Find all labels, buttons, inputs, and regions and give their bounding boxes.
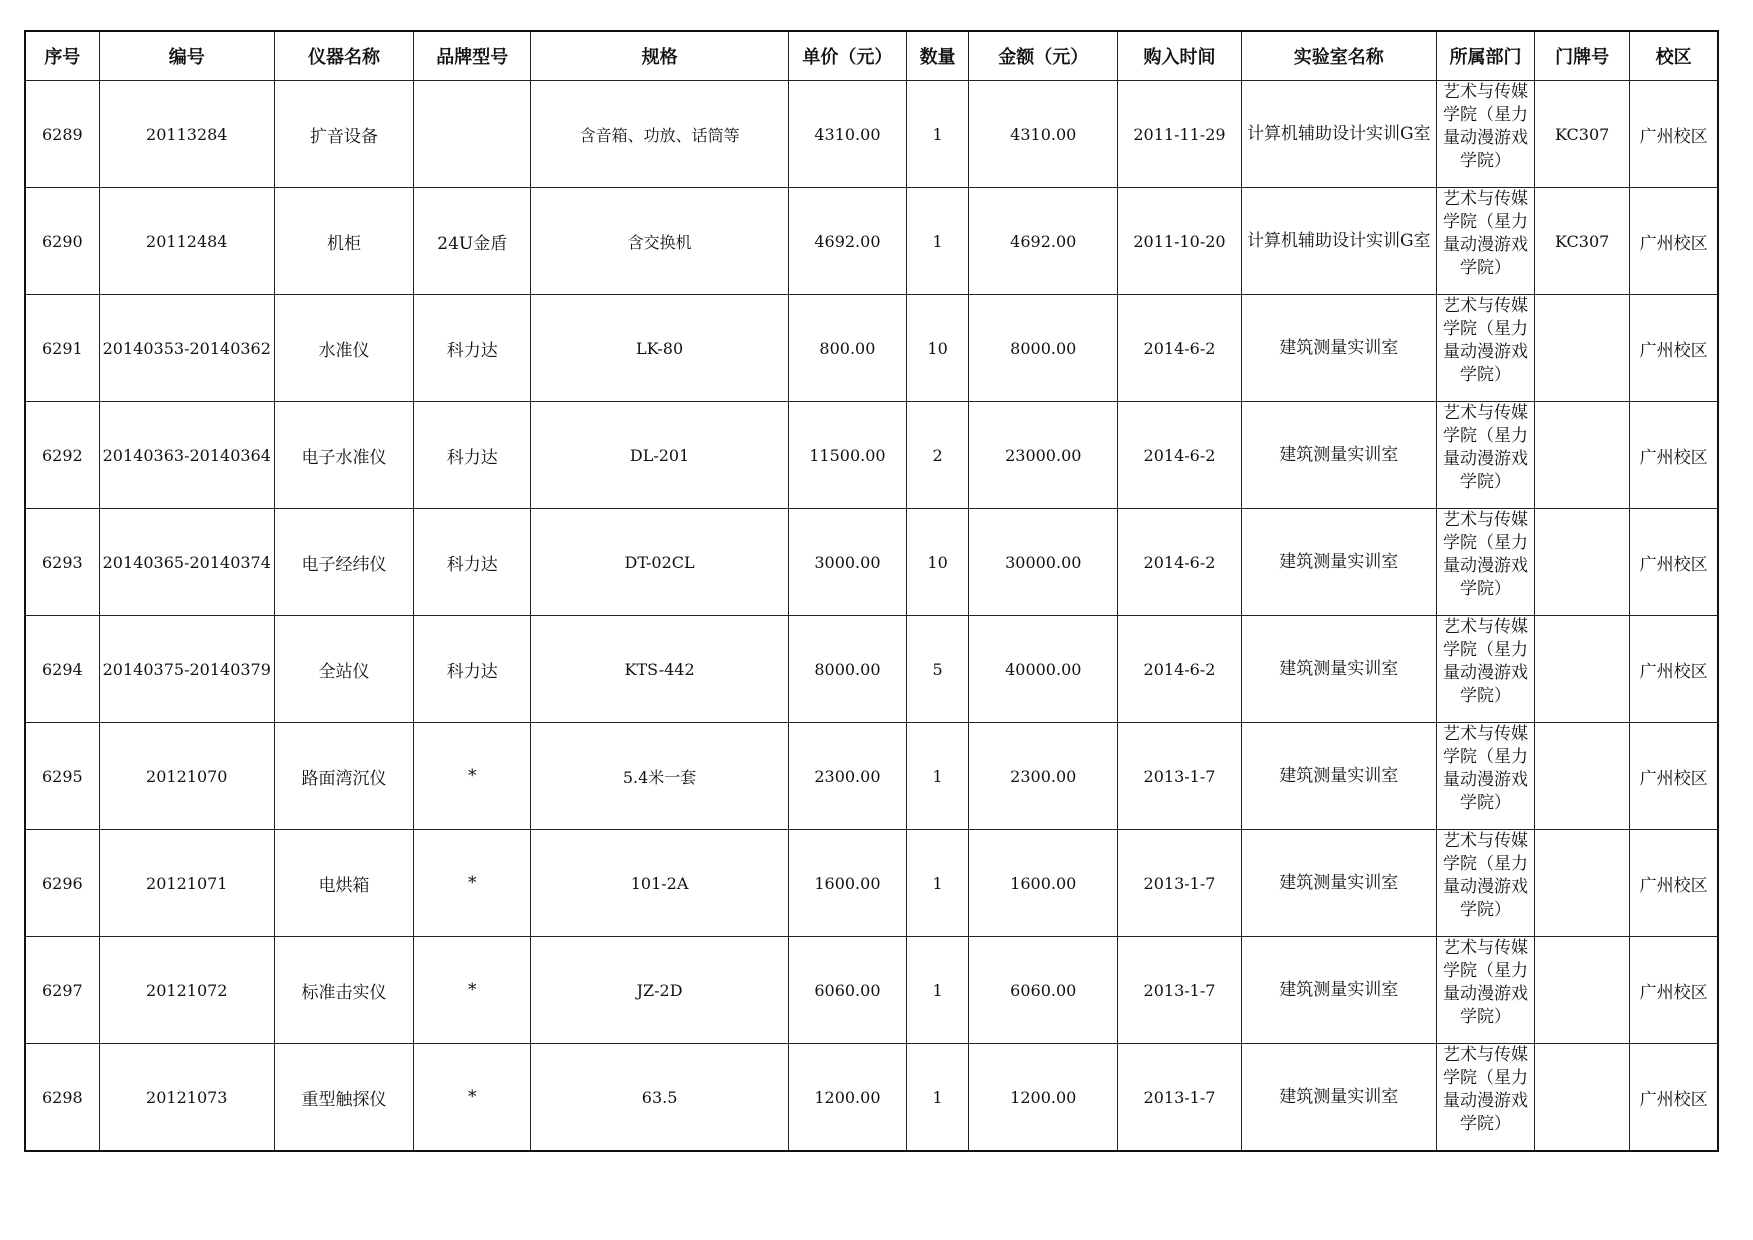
- cell-seq: 6297: [25, 937, 99, 1044]
- cell-brand-model: *: [414, 830, 531, 937]
- table-row: [25, 402, 1718, 509]
- cell-unit-price: 6060.00: [788, 937, 906, 1044]
- cell-amount: 40000.00: [969, 616, 1118, 723]
- column-header-lab-name: 实验室名称: [1241, 31, 1436, 81]
- table-row: [25, 509, 1718, 616]
- cell-seq: 6292: [25, 402, 99, 509]
- cell-amount: 4692.00: [969, 188, 1118, 295]
- cell-amount: 1200.00: [969, 1044, 1118, 1152]
- cell-code: 20140375-20140379: [99, 616, 274, 723]
- cell-code: 20121070: [99, 723, 274, 830]
- cell-room-number: [1535, 937, 1630, 1044]
- cell-campus: 广州校区: [1630, 509, 1718, 616]
- cell-lab-name: 计算机辅助设计实训G室: [1241, 188, 1436, 295]
- cell-seq: 6296: [25, 830, 99, 937]
- cell-department: [1436, 1044, 1534, 1152]
- table-row: [25, 81, 1718, 188]
- cell-brand-model: 科力达: [414, 402, 531, 509]
- cell-room-number: [1535, 509, 1630, 616]
- cell-room-number: [1535, 616, 1630, 723]
- cell-quantity: 1: [907, 937, 969, 1044]
- column-header-department: 所属部门: [1436, 31, 1534, 81]
- cell-purchase-date: 2014-6-2: [1118, 402, 1241, 509]
- cell-lab-name: 建筑测量实训室: [1241, 616, 1436, 723]
- cell-room-number: [1535, 723, 1630, 830]
- cell-amount: 8000.00: [969, 295, 1118, 402]
- cell-campus: 广州校区: [1630, 830, 1718, 937]
- cell-unit-price: 3000.00: [788, 509, 906, 616]
- cell-department: [1436, 188, 1534, 295]
- cell-unit-price: 800.00: [788, 295, 906, 402]
- cell-instrument-name: 电子水准仪: [274, 402, 413, 509]
- cell-purchase-date: 2013-1-7: [1118, 937, 1241, 1044]
- cell-unit-price: 11500.00: [788, 402, 906, 509]
- cell-quantity: 1: [907, 81, 969, 188]
- cell-lab-name: 建筑测量实训室: [1241, 509, 1436, 616]
- cell-lab-name: 建筑测量实训室: [1241, 1044, 1436, 1152]
- cell-seq: 6294: [25, 616, 99, 723]
- department-text: 艺术与传媒学院（星力量动漫游戏学院）: [1443, 189, 1528, 278]
- cell-spec: DL-201: [531, 402, 788, 509]
- cell-quantity: 1: [907, 723, 969, 830]
- cell-lab-name: 计算机辅助设计实训G室: [1241, 81, 1436, 188]
- cell-unit-price: 1200.00: [788, 1044, 906, 1152]
- cell-instrument-name: 扩音设备: [274, 81, 413, 188]
- cell-department: [1436, 509, 1534, 616]
- cell-code: 20140365-20140374: [99, 509, 274, 616]
- cell-campus: 广州校区: [1630, 1044, 1718, 1152]
- department-text: 艺术与传媒学院（星力量动漫游戏学院）: [1443, 724, 1528, 813]
- cell-lab-name: 建筑测量实训室: [1241, 723, 1436, 830]
- cell-spec: LK-80: [531, 295, 788, 402]
- department-text: 艺术与传媒学院（星力量动漫游戏学院）: [1443, 510, 1528, 599]
- cell-purchase-date: 2014-6-2: [1118, 616, 1241, 723]
- cell-quantity: 1: [907, 188, 969, 295]
- column-header-spec: 规格: [531, 31, 788, 81]
- department-text: 艺术与传媒学院（星力量动漫游戏学院）: [1443, 296, 1528, 385]
- cell-lab-name: 建筑测量实训室: [1241, 295, 1436, 402]
- cell-instrument-name: 电烘箱: [274, 830, 413, 937]
- cell-room-number: [1535, 402, 1630, 509]
- cell-instrument-name: 路面湾沉仪: [274, 723, 413, 830]
- cell-spec: 含交换机: [531, 188, 788, 295]
- cell-spec: KTS-442: [531, 616, 788, 723]
- cell-unit-price: 8000.00: [788, 616, 906, 723]
- cell-department: [1436, 723, 1534, 830]
- department-text: 艺术与传媒学院（星力量动漫游戏学院）: [1443, 403, 1528, 492]
- cell-instrument-name: 水准仪: [274, 295, 413, 402]
- cell-purchase-date: 2011-11-29: [1118, 81, 1241, 188]
- cell-brand-model: 科力达: [414, 295, 531, 402]
- department-text: 艺术与传媒学院（星力量动漫游戏学院）: [1443, 617, 1528, 706]
- cell-campus: 广州校区: [1630, 81, 1718, 188]
- cell-code: 20140353-20140362: [99, 295, 274, 402]
- column-header-brand-model: 品牌型号: [414, 31, 531, 81]
- cell-department: [1436, 937, 1534, 1044]
- cell-spec: 63.5: [531, 1044, 788, 1152]
- table-row: [25, 188, 1718, 295]
- equipment-table: [24, 30, 1719, 1152]
- cell-instrument-name: 重型触探仪: [274, 1044, 413, 1152]
- cell-campus: 广州校区: [1630, 402, 1718, 509]
- cell-campus: 广州校区: [1630, 616, 1718, 723]
- cell-brand-model: [414, 81, 531, 188]
- department-text: 艺术与传媒学院（星力量动漫游戏学院）: [1443, 82, 1528, 171]
- cell-purchase-date: 2013-1-7: [1118, 723, 1241, 830]
- cell-purchase-date: 2013-1-7: [1118, 1044, 1241, 1152]
- cell-lab-name: 建筑测量实训室: [1241, 830, 1436, 937]
- table-row: [25, 723, 1718, 830]
- cell-department: [1436, 402, 1534, 509]
- cell-department: [1436, 830, 1534, 937]
- cell-instrument-name: 全站仪: [274, 616, 413, 723]
- cell-purchase-date: 2013-1-7: [1118, 830, 1241, 937]
- cell-brand-model: 科力达: [414, 509, 531, 616]
- cell-instrument-name: 标准击实仪: [274, 937, 413, 1044]
- cell-code: 20140363-20140364: [99, 402, 274, 509]
- column-header-quantity: 数量: [907, 31, 969, 81]
- cell-brand-model: *: [414, 1044, 531, 1152]
- cell-purchase-date: 2014-6-2: [1118, 509, 1241, 616]
- department-text: 艺术与传媒学院（星力量动漫游戏学院）: [1443, 1045, 1528, 1134]
- cell-room-number: [1535, 830, 1630, 937]
- table-row: [25, 830, 1718, 937]
- cell-room-number: [1535, 1044, 1630, 1152]
- cell-spec: 含音箱、功放、话筒等: [531, 81, 788, 188]
- cell-quantity: 5: [907, 616, 969, 723]
- cell-unit-price: 4692.00: [788, 188, 906, 295]
- cell-spec: DT-02CL: [531, 509, 788, 616]
- column-header-instrument-name: 仪器名称: [274, 31, 413, 81]
- cell-seq: 6290: [25, 188, 99, 295]
- cell-department: [1436, 81, 1534, 188]
- cell-amount: 6060.00: [969, 937, 1118, 1044]
- cell-seq: 6293: [25, 509, 99, 616]
- cell-code: 20112484: [99, 188, 274, 295]
- column-header-code: 编号: [99, 31, 274, 81]
- department-text: 艺术与传媒学院（星力量动漫游戏学院）: [1443, 831, 1528, 920]
- column-header-unit-price: 单价（元）: [788, 31, 906, 81]
- cell-purchase-date: 2014-6-2: [1118, 295, 1241, 402]
- cell-amount: 30000.00: [969, 509, 1118, 616]
- cell-department: [1436, 616, 1534, 723]
- department-text: 艺术与传媒学院（星力量动漫游戏学院）: [1443, 938, 1528, 1027]
- column-header-seq: 序号: [25, 31, 99, 81]
- cell-brand-model: *: [414, 723, 531, 830]
- cell-campus: 广州校区: [1630, 295, 1718, 402]
- cell-unit-price: 4310.00: [788, 81, 906, 188]
- cell-campus: 广州校区: [1630, 937, 1718, 1044]
- column-header-amount: 金额（元）: [969, 31, 1118, 81]
- column-header-campus: 校区: [1630, 31, 1718, 81]
- table-row: [25, 295, 1718, 402]
- cell-brand-model: 24U金盾: [414, 188, 531, 295]
- cell-amount: 23000.00: [969, 402, 1118, 509]
- cell-instrument-name: 电子经纬仪: [274, 509, 413, 616]
- cell-department: [1436, 295, 1534, 402]
- table-row: [25, 937, 1718, 1044]
- cell-code: 20121073: [99, 1044, 274, 1152]
- column-header-room-number: 门牌号: [1535, 31, 1630, 81]
- cell-quantity: 2: [907, 402, 969, 509]
- cell-amount: 1600.00: [969, 830, 1118, 937]
- cell-room-number: KC307: [1535, 188, 1630, 295]
- table-row: [25, 1044, 1718, 1152]
- cell-campus: 广州校区: [1630, 188, 1718, 295]
- cell-amount: 2300.00: [969, 723, 1118, 830]
- cell-unit-price: 2300.00: [788, 723, 906, 830]
- cell-code: 20121071: [99, 830, 274, 937]
- cell-room-number: KC307: [1535, 81, 1630, 188]
- cell-campus: 广州校区: [1630, 723, 1718, 830]
- column-header-purchase-date: 购入时间: [1118, 31, 1241, 81]
- cell-seq: 6291: [25, 295, 99, 402]
- cell-unit-price: 1600.00: [788, 830, 906, 937]
- cell-seq: 6298: [25, 1044, 99, 1152]
- cell-quantity: 10: [907, 295, 969, 402]
- cell-quantity: 1: [907, 1044, 969, 1152]
- cell-code: 20113284: [99, 81, 274, 188]
- cell-brand-model: *: [414, 937, 531, 1044]
- cell-room-number: [1535, 295, 1630, 402]
- cell-quantity: 10: [907, 509, 969, 616]
- table-body: [25, 81, 1718, 1152]
- cell-lab-name: 建筑测量实训室: [1241, 937, 1436, 1044]
- cell-seq: 6289: [25, 81, 99, 188]
- cell-spec: JZ-2D: [531, 937, 788, 1044]
- cell-amount: 4310.00: [969, 81, 1118, 188]
- cell-purchase-date: 2011-10-20: [1118, 188, 1241, 295]
- equipment-sheet: [24, 30, 1719, 1152]
- table-row: [25, 616, 1718, 723]
- table-header-row: [25, 31, 1718, 81]
- cell-spec: 5.4米一套: [531, 723, 788, 830]
- cell-seq: 6295: [25, 723, 99, 830]
- cell-brand-model: 科力达: [414, 616, 531, 723]
- cell-spec: 101-2A: [531, 830, 788, 937]
- cell-instrument-name: 机柜: [274, 188, 413, 295]
- cell-quantity: 1: [907, 830, 969, 937]
- cell-code: 20121072: [99, 937, 274, 1044]
- cell-lab-name: 建筑测量实训室: [1241, 402, 1436, 509]
